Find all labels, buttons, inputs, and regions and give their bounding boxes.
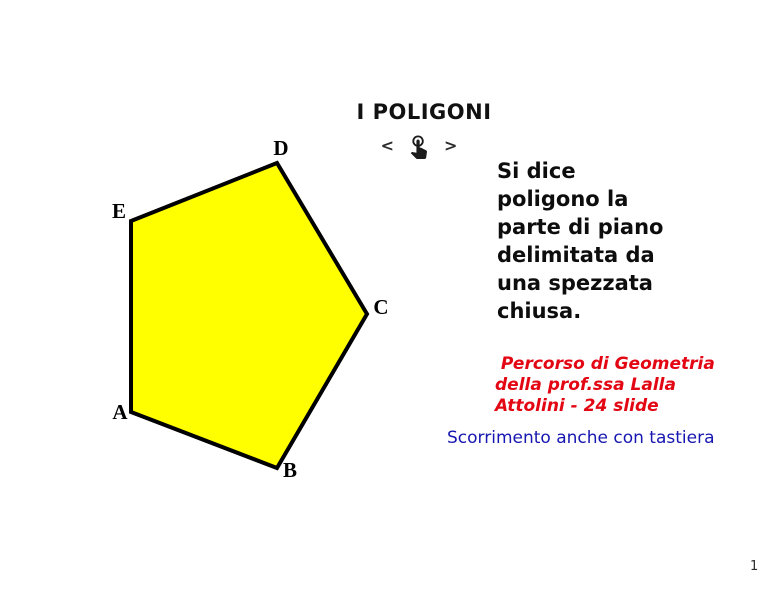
keyboard-note: Scorrimento anche con tastiera <box>447 428 715 448</box>
text-line: chiusa. <box>497 299 582 323</box>
next-button[interactable]: > <box>444 136 458 155</box>
text-line: una spezzata <box>497 271 653 295</box>
vertex-label-E: E <box>111 199 127 223</box>
text-line: parte di piano <box>497 215 664 239</box>
prev-button[interactable]: < <box>380 136 394 155</box>
page-number: 1 <box>750 559 759 574</box>
text-line: Si dice <box>497 159 576 183</box>
vertex-label-C: C <box>373 295 389 319</box>
credit-text <box>495 354 715 417</box>
vertex-label-D: D <box>273 136 289 160</box>
text-line: Percorso di Geometria <box>495 354 715 374</box>
text-line: della prof.ssa Lalla <box>495 375 676 395</box>
pentagon-shape <box>131 163 367 468</box>
definition-text <box>497 157 663 325</box>
text-line: delimitata da <box>497 243 655 267</box>
page-title: I POLIGONI <box>356 100 492 124</box>
text-line: Attolini - 24 slide <box>495 396 659 416</box>
vertex-label-B: B <box>282 458 298 482</box>
text-line: poligono la <box>497 187 629 211</box>
vertex-label-A: A <box>112 400 128 424</box>
